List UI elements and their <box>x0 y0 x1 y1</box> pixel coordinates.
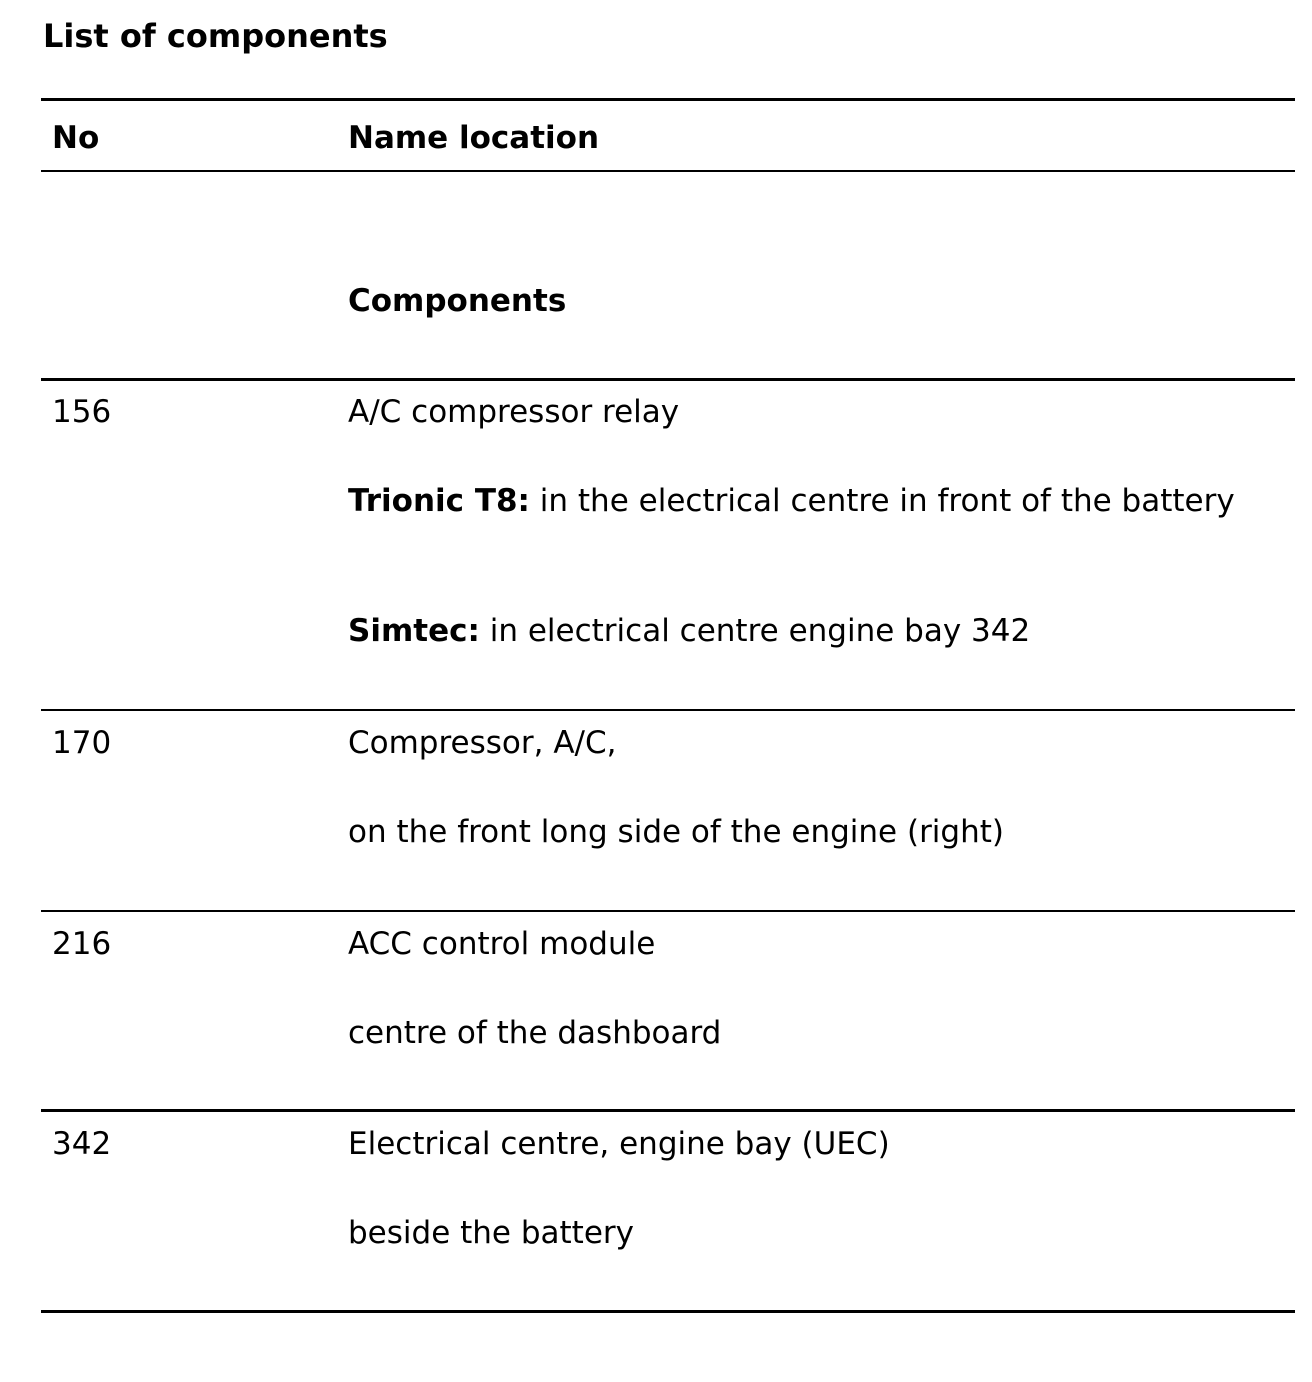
table-bottom-rule <box>41 1310 1295 1313</box>
row-rule <box>41 910 1295 912</box>
location-text: in electrical centre engine bay 342 <box>479 613 1031 649</box>
row-rule <box>41 378 1295 381</box>
component-name: A/C compressor relay <box>348 394 680 430</box>
row-number: 342 <box>52 1126 112 1162</box>
row-rule <box>41 709 1295 711</box>
row-number: 156 <box>52 394 112 430</box>
location-label: Trionic T8: <box>348 483 530 519</box>
section-heading: Components <box>348 283 567 319</box>
page-title: List of components <box>43 17 388 55</box>
row-number: 216 <box>52 926 112 962</box>
location-label: Simtec: <box>348 613 480 649</box>
component-name: Compressor, A/C, <box>348 725 617 761</box>
component-location: centre of the dashboard <box>348 1015 722 1051</box>
location-text: in the electrical centre in front of the battery <box>529 483 1235 519</box>
component-name: Electrical centre, engine bay (UEC) <box>348 1126 890 1162</box>
header-name-location: Name location <box>348 120 600 156</box>
component-location <box>348 481 1248 521</box>
row-rule <box>41 1109 1295 1112</box>
component-location: on the front long side of the engine (right) <box>348 814 1004 850</box>
header-rule <box>41 170 1295 172</box>
component-location <box>348 611 1030 651</box>
table-top-rule <box>41 98 1295 101</box>
row-number: 170 <box>52 725 112 761</box>
component-name: ACC control module <box>348 926 656 962</box>
header-no: No <box>52 120 100 156</box>
component-location: beside the battery <box>348 1215 634 1251</box>
